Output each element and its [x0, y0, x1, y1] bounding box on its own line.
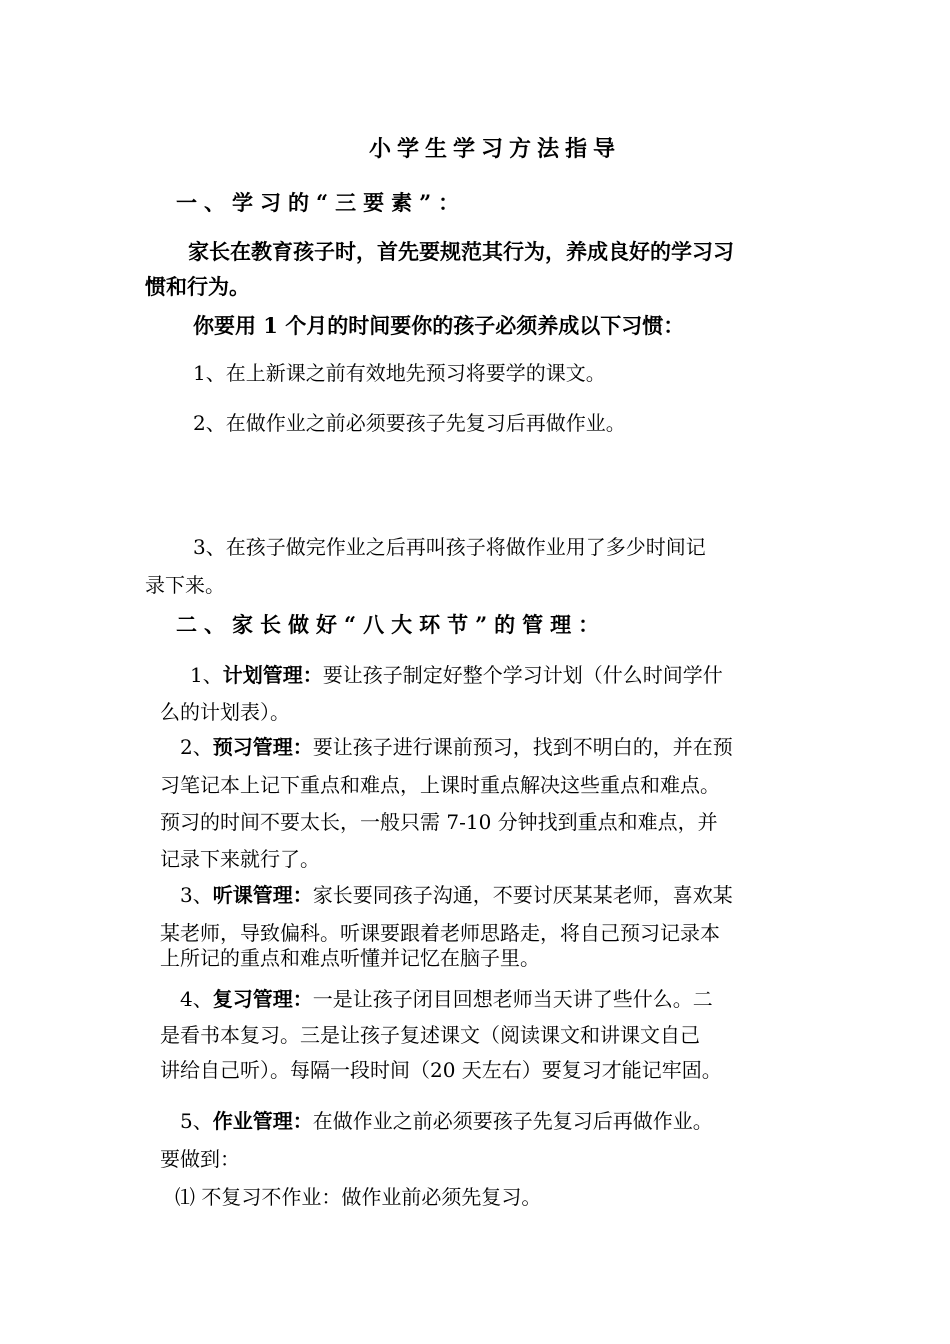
management-item-5-line-1 — [180, 1108, 713, 1134]
section-1-lead: 你要用 1 个月的时间要你的孩子必须养成以下习惯： — [193, 313, 685, 338]
management-item-2-text: 要让孩子进行课前预习，找到不明白的，并在预 — [312, 735, 733, 759]
management-item-3-number: 3、 — [180, 883, 213, 907]
management-item-4-label: 复习管理： — [212, 987, 313, 1011]
management-item-3-line-1 — [180, 882, 733, 908]
management-item-3-text: 家长要同孩子沟通，不要讨厌某某老师，喜欢某 — [312, 883, 733, 907]
management-item-3-line-2: 某老师，导致偏科。听课要跟着老师思路走，将自己预习记录本 — [160, 921, 720, 945]
management-item-4-number: 4、 — [180, 987, 213, 1011]
management-item-4-line-2: 是看书本复习。三是让孩子复述课文（阅读课文和讲课文自己 — [160, 1023, 700, 1047]
management-item-2-line-4: 记录下来就行了。 — [160, 847, 320, 871]
management-item-4-line-1 — [180, 986, 713, 1012]
section-1-heading: 一、学习的“三要素”： — [176, 190, 467, 215]
management-item-2-line-1 — [180, 734, 733, 760]
habit-item-3-line-2: 录下来。 — [145, 573, 225, 597]
document-title: 小学生学习方法指导 — [368, 136, 621, 162]
management-item-2-number: 2、 — [180, 735, 213, 759]
management-item-4-line-3: 讲给自己听）。每隔一段时间（20 天左右）要复习才能记牢固。 — [160, 1058, 722, 1082]
management-item-1-line-1 — [190, 662, 723, 688]
habit-item-1: 1、在上新课之前有效地先预习将要学的课文。 — [193, 361, 606, 385]
management-item-1-line-2: 么的计划表）。 — [160, 700, 290, 724]
management-item-2-line-2: 习笔记本上记下重点和难点，上课时重点解决这些重点和难点。 — [160, 773, 720, 797]
management-item-1-label: 计划管理： — [222, 663, 323, 687]
management-item-5-text: 在做作业之前必须要孩子先复习后再做作业。 — [312, 1109, 713, 1133]
management-item-3-line-3: 上所记的重点和难点听懂并记忆在脑子里。 — [160, 946, 540, 970]
management-item-2-label: 预习管理： — [212, 735, 313, 759]
section-2-heading: 二、家长做好“八大环节”的管理： — [176, 612, 607, 637]
habit-item-3-line-1: 3、在孩子做完作业之后再叫孩子将做作业用了多少时间记 — [193, 535, 706, 559]
section-1-intro-line-2: 惯和行为。 — [145, 274, 250, 299]
management-item-1-text: 要让孩子制定好整个学习计划（什么时间学什 — [322, 663, 723, 687]
management-item-3-label: 听课管理： — [212, 883, 313, 907]
section-1-intro-line-1: 家长在教育孩子时，首先要规范其行为，养成良好的学习习 — [188, 239, 734, 264]
management-item-5-line-2: 要做到： — [160, 1147, 240, 1171]
management-item-1-number: 1、 — [190, 663, 223, 687]
management-item-5-label: 作业管理： — [212, 1109, 313, 1133]
management-item-4-text: 一是让孩子闭目回想老师当天讲了些什么。二 — [312, 987, 713, 1011]
management-item-2-line-3: 预习的时间不要太长，一般只需 7-10 分钟找到重点和难点，并 — [160, 810, 718, 834]
management-item-5-sub-1: ⑴ 不复习不作业：做作业前必须先复习。 — [175, 1185, 542, 1209]
management-item-5-number: 5、 — [180, 1109, 213, 1133]
habit-item-2: 2、在做作业之前必须要孩子先复习后再做作业。 — [193, 411, 626, 435]
